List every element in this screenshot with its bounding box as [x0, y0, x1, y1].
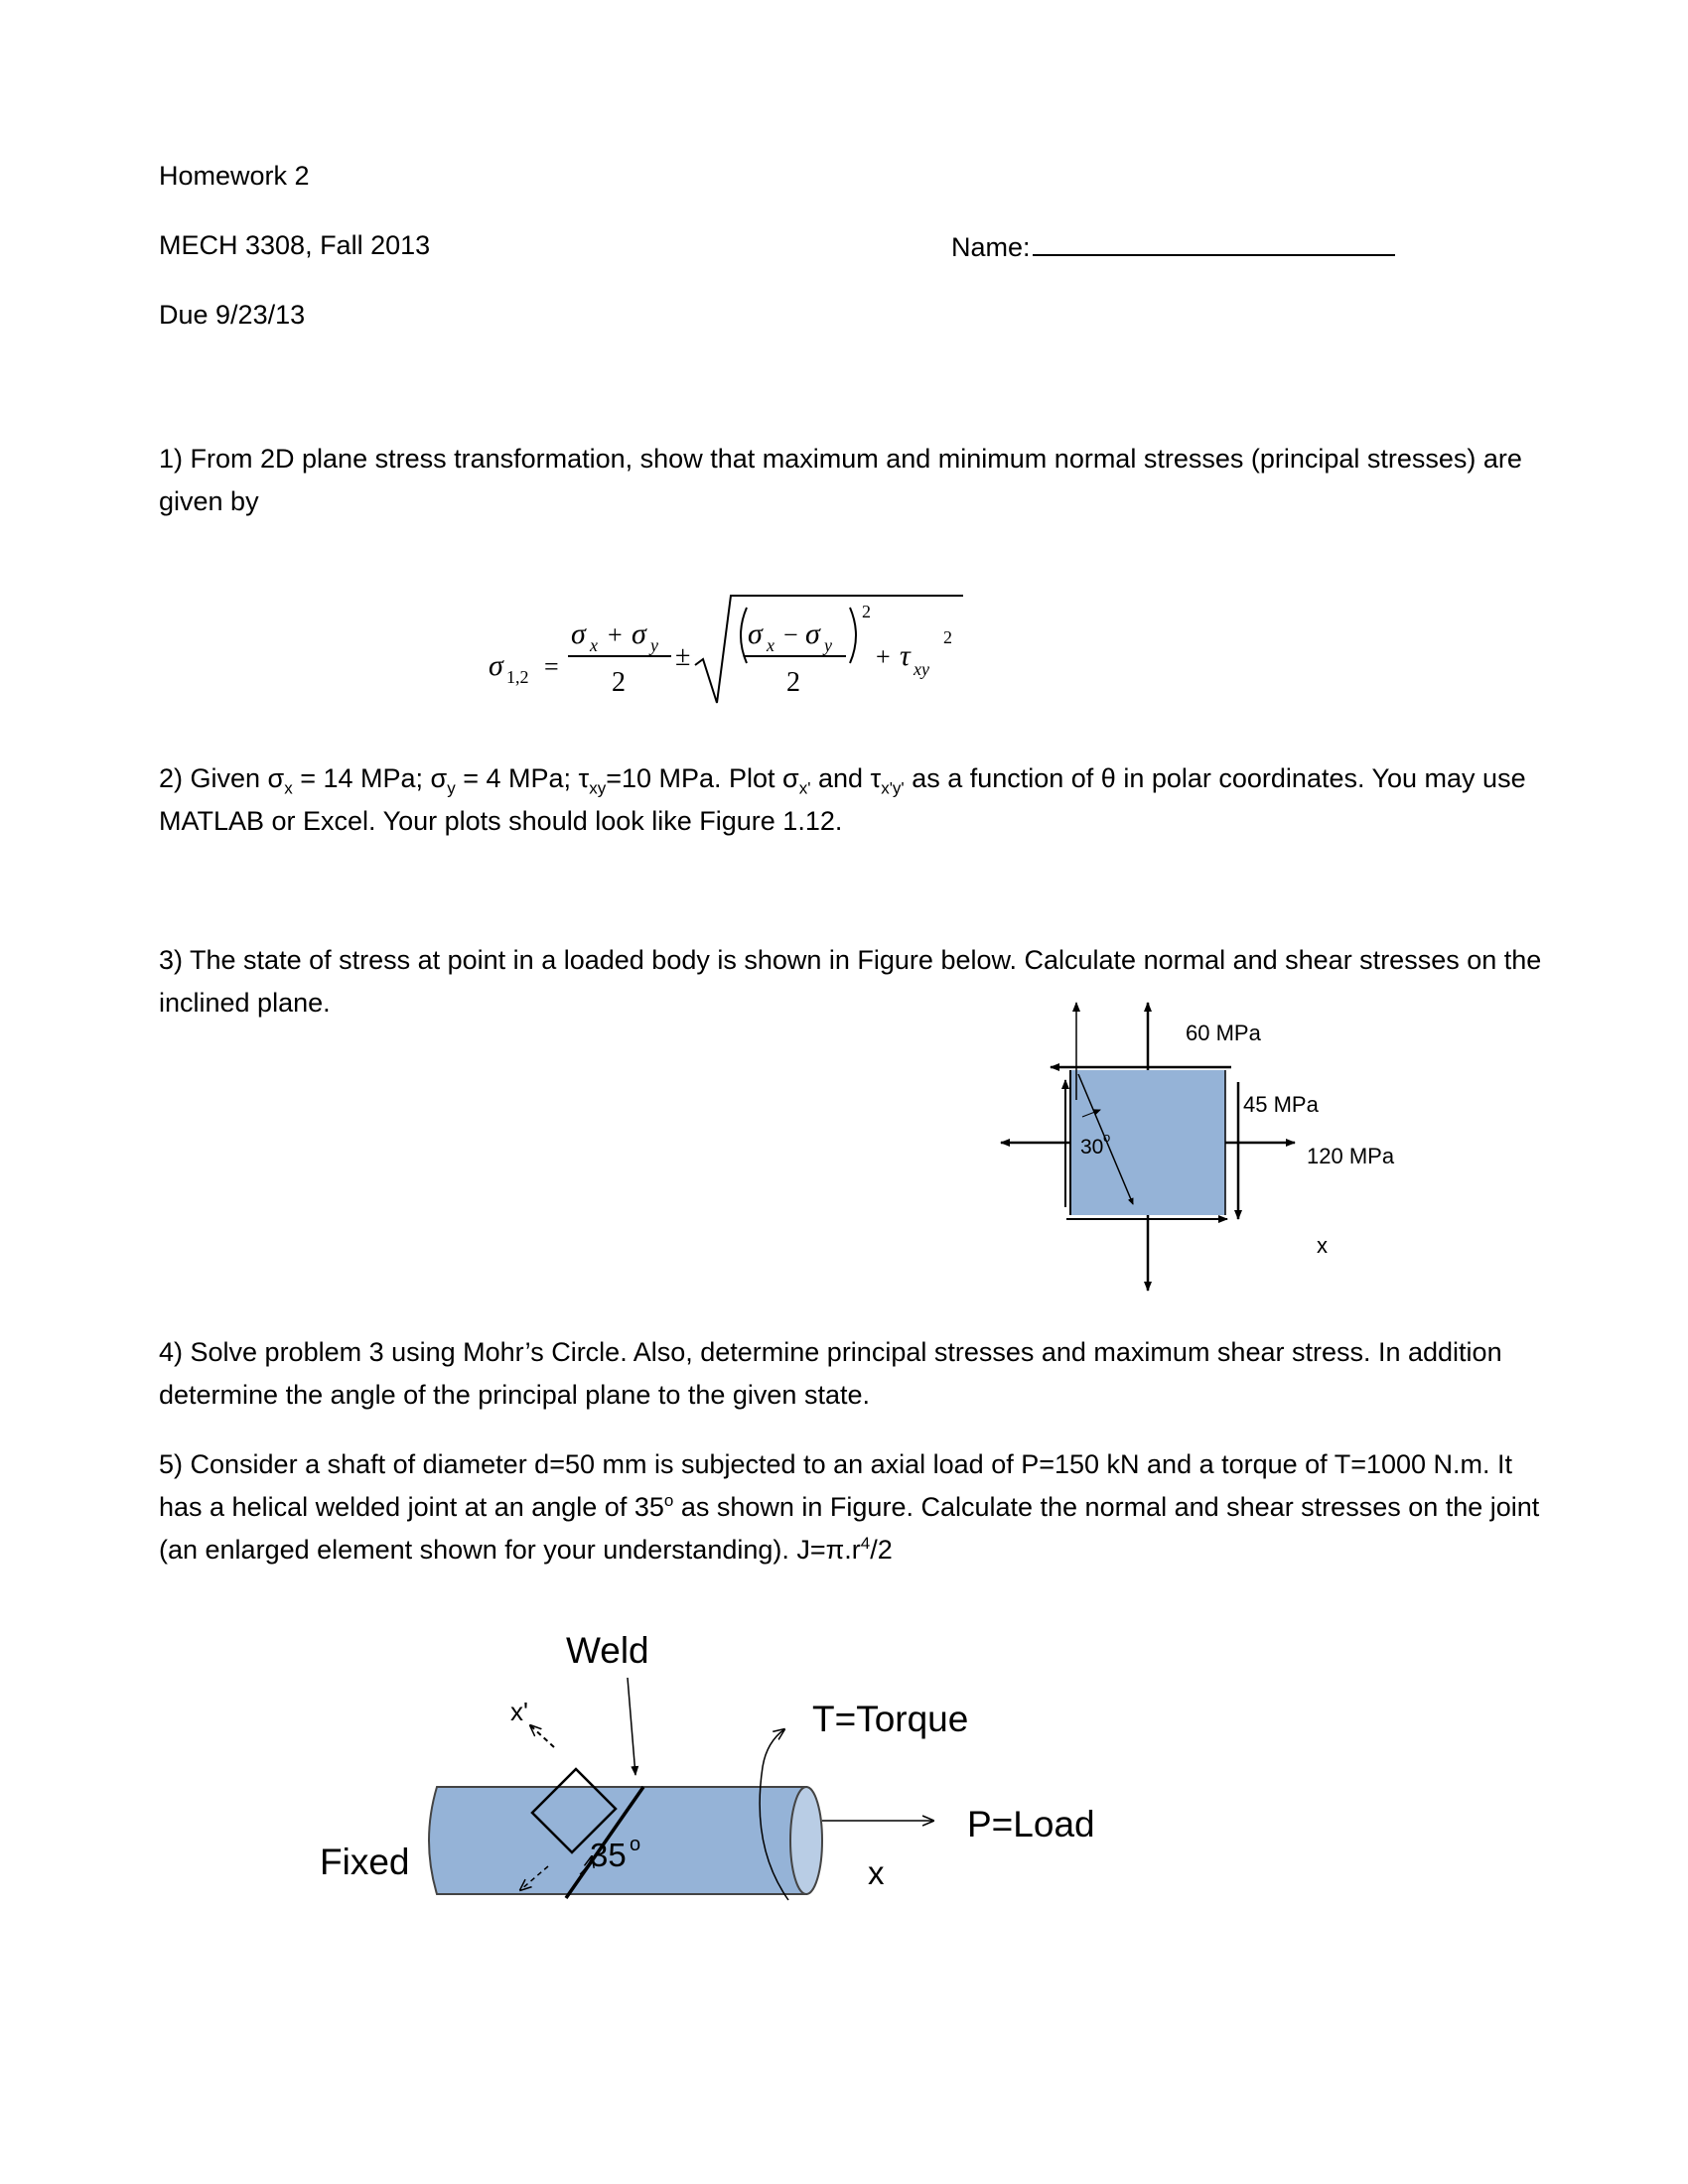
angle-30-degree: o [1103, 1130, 1111, 1145]
formula-lhs-sub: 1,2 [506, 667, 529, 687]
label-angle-35: 35 [590, 1837, 627, 1873]
label-45-mpa: 45 MPa [1243, 1092, 1319, 1117]
formula-square: 2 [862, 602, 871, 621]
weld-pointer-arrow [628, 1678, 635, 1775]
formula-sigma-x: σ [571, 617, 586, 650]
formula-sigma-y-2: σ [805, 617, 820, 650]
label-120-mpa: 120 MPa [1307, 1144, 1395, 1168]
p2-and: and τ [810, 763, 882, 793]
label-60-mpa: 60 MPa [1186, 1021, 1261, 1045]
formula-den-2: 2 [786, 667, 800, 698]
label-x-shaft: x [868, 1854, 885, 1891]
formula-equals: = [544, 652, 559, 681]
doc-title: Homework 2 [159, 161, 310, 191]
p5-text-b: as shown in Figure. Calculate the normal and shear stresses on the joint (an enlarged element shown for your understanding). J=π.r [159, 1492, 1540, 1565]
p5-text-c: /2 [870, 1535, 893, 1565]
p2-txpyp-sub: x'y' [881, 778, 905, 798]
name-label: Name: [951, 232, 1031, 262]
formula-plus: + [608, 620, 623, 649]
formula-tau-square: 2 [943, 627, 952, 647]
p2-sx-val: = 14 MPa; σ [292, 763, 448, 793]
angle-30-label: 30 [1080, 1136, 1104, 1159]
formula-sub-y: y [650, 635, 658, 655]
formula-sigma-y: σ [632, 617, 646, 650]
formula-tau: τ [900, 639, 911, 672]
problem-4-text: 4) Solve problem 3 using Mohr’s Circle. Also, determine principal stresses and maximum shear stress. In addition determine the angle of the principal plane to the given state. [159, 1337, 1502, 1410]
p2-lead: 2) Given σ [159, 763, 285, 793]
label-x-axis: x [1317, 1233, 1328, 1258]
p2-txy-sub: xy [589, 778, 607, 798]
p5-degree: o [663, 1491, 674, 1510]
p5-text-a: 5) Consider a shaft of diameter d=50 mm is subjected to an axial load of P=150 kN and a torque of T=1000 N.m. It has a helical welded joint at an angle of 35 [159, 1449, 1513, 1522]
x-prime-arrow-up [530, 1725, 554, 1747]
label-torque: T=Torque [812, 1699, 969, 1739]
problem-3-text: 3) The state of stress at point in a loaded body is shown in Figure below. Calculate normal and shear stresses on the inclined plane. [159, 945, 1542, 1018]
formula-pm: ± [675, 641, 691, 672]
shaft-end-face [790, 1787, 822, 1894]
label-weld: Weld [566, 1630, 649, 1671]
due-date: Due 9/23/13 [159, 300, 306, 330]
p2-sx-sub: x [284, 778, 293, 798]
p2-txy-val: =10 MPa. Plot σ [606, 763, 799, 793]
problem-1-text: 1) From 2D plane stress transformation, show that maximum and minimum normal stresses (principal stresses) are given by [159, 444, 1522, 516]
formula-minus: − [783, 620, 798, 649]
formula-plus-2: + [876, 642, 891, 671]
p2-sxp-sub: x' [798, 778, 811, 798]
label-load: P=Load [967, 1804, 1095, 1844]
label-x-prime: x' [510, 1697, 528, 1726]
formula-sub-x: x [590, 635, 598, 655]
formula-sub-x-2: x [767, 635, 774, 655]
formula-sub-y-2: y [824, 635, 832, 655]
formula-den-1: 2 [612, 667, 626, 698]
p2-sy-sub: y [447, 778, 456, 798]
formula-sigma-x-2: σ [748, 617, 763, 650]
course-label: MECH 3308, Fall 2013 [159, 230, 431, 260]
label-angle-35-degree: o [630, 1834, 641, 1855]
p2-sy-val: = 4 MPa; τ [455, 763, 590, 793]
p2-rest: as a function of θ in polar coordinates. You may use MATLAB or Excel. Your plots should look like Figure 1.12. [159, 763, 1526, 836]
formula-tau-sub: xy [914, 659, 929, 679]
label-fixed: Fixed [320, 1842, 410, 1882]
p5-exponent: 4 [860, 1534, 871, 1553]
formula-lhs-sigma: σ [489, 649, 503, 682]
